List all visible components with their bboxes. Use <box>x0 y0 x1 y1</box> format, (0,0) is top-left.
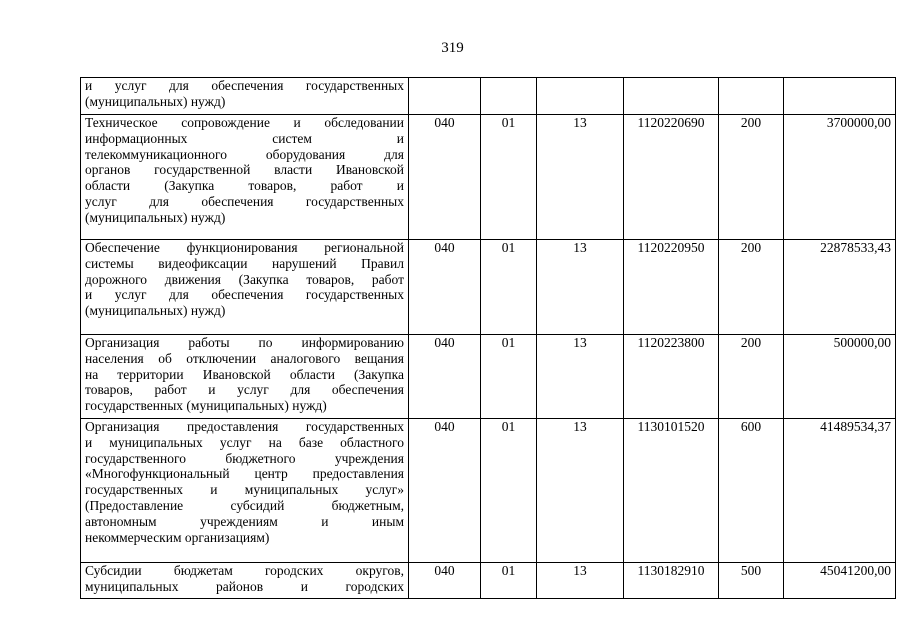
target-article-code: 1120220950 <box>624 240 719 335</box>
description-line: (муниципальных) нужд) <box>85 209 226 225</box>
expense-type-code: 200 <box>719 335 784 419</box>
subsection-code: 13 <box>537 335 624 419</box>
section-code: 01 <box>481 240 537 335</box>
amount-value <box>784 78 896 115</box>
description-line: «Многофункциональный центр предоставления <box>85 466 404 482</box>
budget-table <box>80 77 896 599</box>
target-article-code: 1130182910 <box>624 563 719 599</box>
table-row <box>81 240 896 335</box>
description-line: автономным учреждениям и иным <box>85 513 404 529</box>
subsection-code: 13 <box>537 240 624 335</box>
expense-description <box>81 335 409 419</box>
ministry-code: 040 <box>409 563 481 599</box>
amount-value: 3700000,00 <box>784 115 896 240</box>
expense-description <box>81 563 409 599</box>
description-line: области (Закупка товаров, работ и <box>85 178 404 194</box>
subsection-code <box>537 78 624 115</box>
table-row <box>81 335 896 419</box>
subsection-code: 13 <box>537 419 624 563</box>
description-line: Организация работы по информированию <box>85 335 404 350</box>
description-line: (Предоставление субсидий бюджетным, <box>85 497 404 513</box>
description-line: государственных (муниципальных) нужд) <box>85 398 327 414</box>
description-line: (муниципальных) нужд) <box>85 303 226 319</box>
description-line: Организация предоставления государственных <box>85 419 404 434</box>
description-line: и услуг для обеспечения государственных <box>85 78 404 93</box>
expense-description <box>81 240 409 335</box>
description-line: муниципальных районов и городских <box>85 578 404 594</box>
description-line: и муниципальных услуг на базе областного <box>85 434 404 450</box>
description-line: системы видеофиксации нарушений Правил <box>85 255 404 271</box>
expense-type-code: 200 <box>719 115 784 240</box>
description-line: Субсидии бюджетам городских округов, <box>85 563 404 578</box>
subsection-code: 13 <box>537 563 624 599</box>
table-row <box>81 115 896 240</box>
expense-type-code: 200 <box>719 240 784 335</box>
budget-table-body <box>81 78 896 599</box>
expense-type-code: 500 <box>719 563 784 599</box>
ministry-code <box>409 78 481 115</box>
description-line: органов государственной власти Ивановской <box>85 162 404 178</box>
target-article-code: 1120223800 <box>624 335 719 419</box>
ministry-code: 040 <box>409 115 481 240</box>
expense-description <box>81 419 409 563</box>
amount-value: 22878533,43 <box>784 240 896 335</box>
description-line: и услуг для обеспечения государственных <box>85 287 404 303</box>
table-row <box>81 563 896 599</box>
description-line: государственного бюджетного учреждения <box>85 450 404 466</box>
description-line: услуг для обеспечения государственных <box>85 193 404 209</box>
expense-description <box>81 78 409 115</box>
description-line: дорожного движения (Закупка товаров, работ <box>85 271 404 287</box>
description-line: товаров, работ и услуг для обеспечения <box>85 382 404 398</box>
target-article-code: 1130101520 <box>624 419 719 563</box>
ministry-code: 040 <box>409 419 481 563</box>
description-line: государственных и муниципальных услуг» <box>85 482 404 498</box>
section-code: 01 <box>481 335 537 419</box>
description-line: (муниципальных) нужд) <box>85 93 226 109</box>
description-line: телекоммуникационного оборудования для <box>85 146 404 162</box>
description-line: информационных систем и <box>85 130 404 146</box>
amount-value: 41489534,37 <box>784 419 896 563</box>
ministry-code: 040 <box>409 335 481 419</box>
amount-value: 500000,00 <box>784 335 896 419</box>
table-row <box>81 419 896 563</box>
amount-value: 45041200,00 <box>784 563 896 599</box>
subsection-code: 13 <box>537 115 624 240</box>
description-line: некоммерческим организациям) <box>85 529 270 545</box>
target-article-code: 1120220690 <box>624 115 719 240</box>
description-line: Обеспечение функционирования региональной <box>85 240 404 255</box>
description-line: на территории Ивановской области (Закупка <box>85 366 404 382</box>
description-line: населения об отключении аналогового вещания <box>85 350 404 366</box>
expense-description <box>81 115 409 240</box>
section-code: 01 <box>481 419 537 563</box>
section-code <box>481 78 537 115</box>
expense-type-code <box>719 78 784 115</box>
section-code: 01 <box>481 115 537 240</box>
table-row <box>81 78 896 115</box>
page-number: 319 <box>441 40 464 56</box>
expense-type-code: 600 <box>719 419 784 563</box>
ministry-code: 040 <box>409 240 481 335</box>
section-code: 01 <box>481 563 537 599</box>
description-line: Техническое сопровождение и обследовании <box>85 115 404 130</box>
target-article-code <box>624 78 719 115</box>
